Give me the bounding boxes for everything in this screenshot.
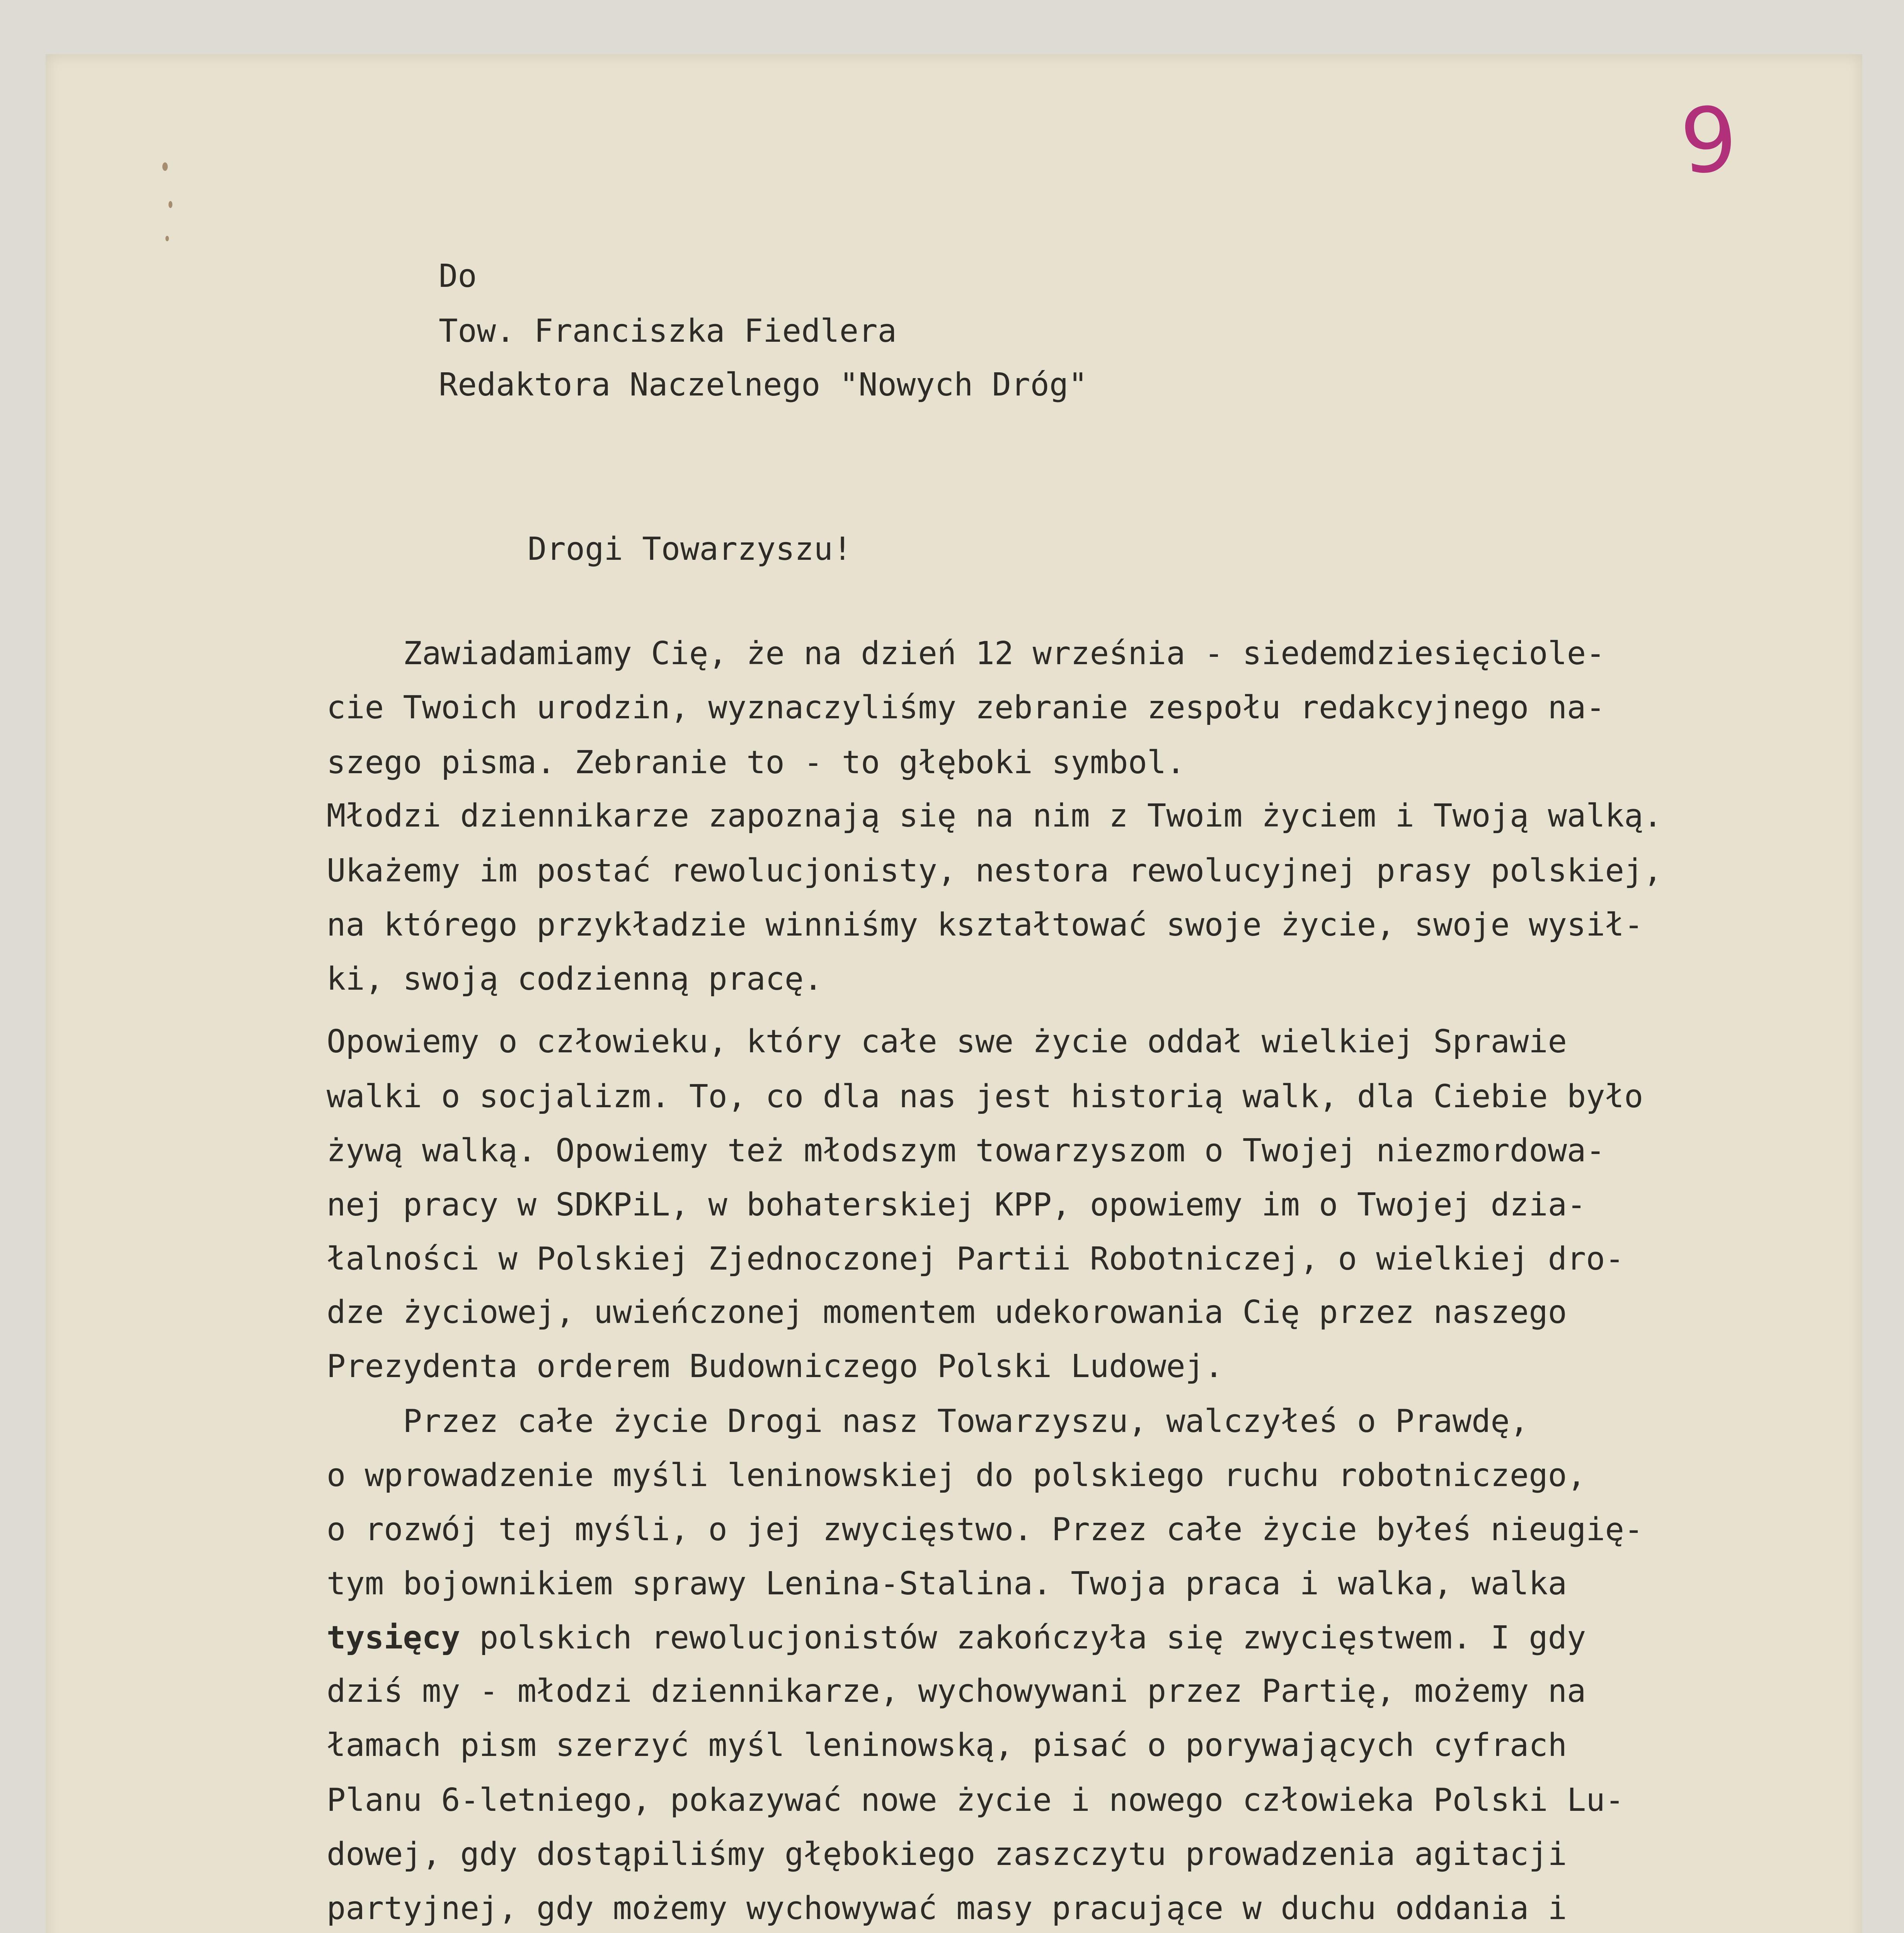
body-line: Prezydenta orderem Budowniczego Polski Ludowej. [327, 1348, 1224, 1385]
body-line: walki o socjalizm. To, co dla nas jest historią walk, dla Ciebie było [327, 1078, 1643, 1115]
body-line: o rozwój tej myśli, o jej zwycięstwo. Przez całe życie byłeś nieugię- [327, 1511, 1643, 1548]
paper-speck [169, 201, 172, 208]
body-line: Planu 6-letniego, pokazywać nowe życie i nowego człowieka Polski Lu- [327, 1782, 1625, 1819]
body-line: o wprowadzenie myśli leninowskiej do polskiego ruchu robotniczego, [327, 1457, 1586, 1494]
body-line: Opowiemy o człowieku, który całe swe życie oddał wielkiej Sprawie [327, 1023, 1567, 1060]
body-line: Zawiadamiamy Cię, że na dzień 12 września - siedemdziesięciole- [327, 635, 1605, 672]
body-line: ki, swoją codzienną pracę. [327, 961, 823, 997]
paper-speck [165, 236, 169, 241]
body-line: łalności w Polskiej Zjednoczonej Partii Robotniczej, o wielkiej dro- [327, 1241, 1625, 1277]
address-line-recipient: Tow. Franciszka Fiedlera [439, 313, 897, 349]
body-line: szego pisma. Zebranie to - to głęboki symbol. [327, 744, 1185, 781]
body-line: łamach pism szerzyć myśl leninowską, pisać o porywających cyfrach [327, 1727, 1567, 1764]
body-line: na którego przykładzie winniśmy kształtować swoje życie, swoje wysił- [327, 907, 1643, 943]
body-line: żywą walką. Opowiemy też młodszym towarzyszom o Twojej niezmordowa- [327, 1132, 1605, 1169]
salutation: Drogi Towarzyszu! [528, 531, 852, 568]
body-line: partyjnej, gdy możemy wychowywać masy pracujące w duchu oddania i [327, 1890, 1567, 1927]
body-line: nej pracy w SDKPiL, w bohaterskiej KPP, opowiemy im o Twojej dzia- [327, 1186, 1586, 1223]
body-line-with-bold [327, 1619, 1586, 1656]
body-line-rest: polskich rewolucjonistów zakończyła się zwycięstwem. I gdy [460, 1619, 1586, 1656]
body-line: tym bojownikiem sprawy Lenina-Stalina. Twoja praca i walka, walka [327, 1565, 1567, 1602]
handwritten-page-number: 9 [1677, 87, 1741, 194]
bold-word: tysięcy [327, 1619, 460, 1656]
address-line-title: Redaktora Naczelnego "Nowych Dróg" [439, 366, 1088, 403]
paper-speck [162, 162, 168, 171]
body-line: cie Twoich urodzin, wyznaczyliśmy zebranie zespołu redakcyjnego na- [327, 689, 1605, 726]
body-line: Przez całe życie Drogi nasz Towarzyszu, walczyłeś o Prawdę, [327, 1403, 1529, 1440]
body-line: Ukażemy im postać rewolucjonisty, nestora rewolucyjnej prasy polskiej, [327, 852, 1662, 889]
body-line: dze życiowej, uwieńczonej momentem udekorowania Cię przez naszego [327, 1294, 1567, 1331]
body-line: dziś my - młodzi dziennikarze, wychowywani przez Partię, możemy na [327, 1673, 1586, 1710]
address-line-to: Do [439, 258, 477, 295]
body-line: Młodzi dziennikarze zapoznają się na nim z Twoim życiem i Twoją walką. [327, 798, 1662, 834]
body-line: dowej, gdy dostąpiliśmy głębokiego zaszczytu prowadzenia agitacji [327, 1836, 1567, 1873]
